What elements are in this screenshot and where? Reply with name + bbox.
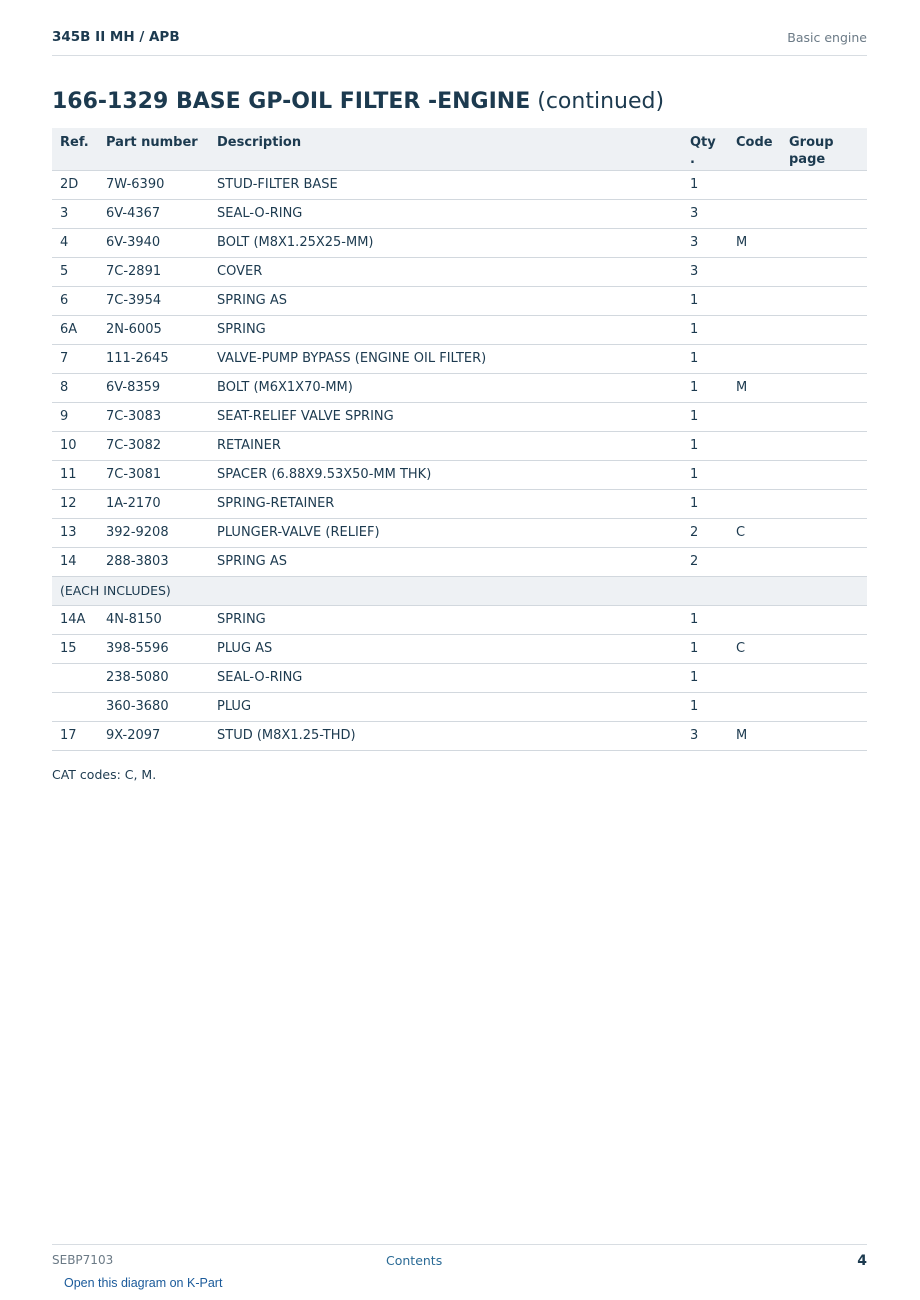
col-header-part-number: Part number <box>98 128 209 170</box>
qty-cell: 3 <box>682 257 728 286</box>
cat-codes-note: CAT codes: C, M. <box>52 767 157 782</box>
title-suffix: (continued) <box>537 89 665 114</box>
ref-cell: 15 <box>52 634 98 663</box>
ref-cell: 14A <box>52 605 98 634</box>
group-page-cell <box>781 489 867 518</box>
part-number-cell: 7C-3081 <box>98 460 209 489</box>
table-note-row <box>52 576 867 605</box>
description-cell: PLUNGER-VALVE (RELIEF) <box>209 518 682 547</box>
code-cell <box>728 431 781 460</box>
table-row <box>52 315 867 344</box>
ref-cell: 2D <box>52 170 98 199</box>
qty-cell: 1 <box>682 344 728 373</box>
code-cell <box>728 402 781 431</box>
group-page-cell <box>781 228 867 257</box>
col-header-code: Code <box>728 128 781 170</box>
group-page-cell <box>781 257 867 286</box>
code-cell <box>728 199 781 228</box>
table-row <box>52 692 867 721</box>
code-cell <box>728 547 781 576</box>
part-number-cell: 392-9208 <box>98 518 209 547</box>
qty-cell: 1 <box>682 489 728 518</box>
group-page-cell <box>781 518 867 547</box>
part-number-cell: 9X-2097 <box>98 721 209 750</box>
table-row <box>52 199 867 228</box>
table-row <box>52 663 867 692</box>
ref-cell: 6A <box>52 315 98 344</box>
group-page-cell <box>781 286 867 315</box>
description-cell: SEAT-RELIEF VALVE SPRING <box>209 402 682 431</box>
qty-cell: 1 <box>682 460 728 489</box>
parts-table <box>52 128 867 751</box>
part-number-cell: 238-5080 <box>98 663 209 692</box>
parts-table-body <box>52 170 867 750</box>
table-row <box>52 228 867 257</box>
table-row <box>52 373 867 402</box>
code-cell <box>728 170 781 199</box>
qty-cell: 2 <box>682 547 728 576</box>
description-cell: PLUG AS <box>209 634 682 663</box>
table-row <box>52 286 867 315</box>
qty-cell: 1 <box>682 431 728 460</box>
code-cell <box>728 315 781 344</box>
ref-cell: 17 <box>52 721 98 750</box>
code-cell: M <box>728 373 781 402</box>
table-row <box>52 431 867 460</box>
kpart-diagram-link[interactable]: Open this diagram on K-Part <box>64 1276 223 1290</box>
qty-cell: 1 <box>682 605 728 634</box>
code-cell: C <box>728 634 781 663</box>
ref-cell: 9 <box>52 402 98 431</box>
qty-cell: 1 <box>682 692 728 721</box>
group-page-cell <box>781 344 867 373</box>
part-number-cell: 398-5596 <box>98 634 209 663</box>
col-header-ref: Ref. <box>52 128 98 170</box>
ref-cell: 14 <box>52 547 98 576</box>
part-number-cell: 2N-6005 <box>98 315 209 344</box>
code-cell <box>728 460 781 489</box>
group-page-cell <box>781 460 867 489</box>
section-name: Basic engine <box>787 30 867 45</box>
part-number-cell: 4N-8150 <box>98 605 209 634</box>
group-page-cell <box>781 721 867 750</box>
part-number-cell: 360-3680 <box>98 692 209 721</box>
description-cell: SPRING <box>209 605 682 634</box>
description-cell: SPRING-RETAINER <box>209 489 682 518</box>
qty-cell: 1 <box>682 315 728 344</box>
table-row <box>52 547 867 576</box>
col-header-description: Description <box>209 128 682 170</box>
qty-cell: 3 <box>682 721 728 750</box>
ref-cell: 3 <box>52 199 98 228</box>
table-row <box>52 170 867 199</box>
table-row <box>52 721 867 750</box>
col-header-group-page: Group page <box>781 128 867 170</box>
group-page-cell <box>781 547 867 576</box>
ref-cell: 5 <box>52 257 98 286</box>
qty-cell: 1 <box>682 373 728 402</box>
assembly-title: 166-1329 BASE GP-OIL FILTER -ENGINE <box>52 89 531 114</box>
machine-model: 345B II MH / APB <box>52 29 180 45</box>
page-number: 4 <box>857 1253 867 1269</box>
qty-cell: 1 <box>682 663 728 692</box>
table-row <box>52 257 867 286</box>
ref-cell: 7 <box>52 344 98 373</box>
group-page-cell <box>781 431 867 460</box>
description-cell: BOLT (M8X1.25X25-MM) <box>209 228 682 257</box>
code-cell <box>728 286 781 315</box>
qty-cell: 1 <box>682 170 728 199</box>
ref-cell: 11 <box>52 460 98 489</box>
code-cell <box>728 692 781 721</box>
qty-cell: 2 <box>682 518 728 547</box>
ref-cell: 8 <box>52 373 98 402</box>
table-row <box>52 605 867 634</box>
qty-cell: 1 <box>682 402 728 431</box>
page-title <box>52 89 664 114</box>
description-cell: BOLT (M6X1X70-MM) <box>209 373 682 402</box>
ref-cell: 10 <box>52 431 98 460</box>
code-cell <box>728 605 781 634</box>
group-page-cell <box>781 605 867 634</box>
ref-cell: 13 <box>52 518 98 547</box>
group-page-cell <box>781 634 867 663</box>
part-number-cell: 288-3803 <box>98 547 209 576</box>
part-number-cell: 7C-3083 <box>98 402 209 431</box>
description-cell: SPACER (6.88X9.53X50-MM THK) <box>209 460 682 489</box>
part-number-cell: 6V-4367 <box>98 199 209 228</box>
table-row <box>52 489 867 518</box>
code-cell: M <box>728 721 781 750</box>
table-row <box>52 634 867 663</box>
qty-cell: 1 <box>682 286 728 315</box>
qty-cell: 1 <box>682 634 728 663</box>
description-cell: SEAL-O-RING <box>209 663 682 692</box>
group-page-cell <box>781 402 867 431</box>
group-page-cell <box>781 199 867 228</box>
code-cell <box>728 663 781 692</box>
description-cell: STUD (M8X1.25-THD) <box>209 721 682 750</box>
part-number-cell: 7C-2891 <box>98 257 209 286</box>
code-cell <box>728 257 781 286</box>
qty-cell: 3 <box>682 228 728 257</box>
page-header <box>52 29 867 56</box>
part-number-cell: 6V-3940 <box>98 228 209 257</box>
page-footer <box>52 1244 867 1275</box>
part-number-cell: 1A-2170 <box>98 489 209 518</box>
group-page-cell <box>781 315 867 344</box>
description-cell: RETAINER <box>209 431 682 460</box>
group-page-cell <box>781 692 867 721</box>
description-cell: SPRING AS <box>209 286 682 315</box>
group-page-cell <box>781 663 867 692</box>
code-cell <box>728 344 781 373</box>
note-cell: (EACH INCLUDES) <box>52 576 867 605</box>
document-id: SEBP7103 <box>52 1253 114 1267</box>
col-header-qty: Qty . <box>682 128 728 170</box>
table-row <box>52 344 867 373</box>
group-page-cell <box>781 170 867 199</box>
part-number-cell: 7C-3954 <box>98 286 209 315</box>
code-cell: M <box>728 228 781 257</box>
ref-cell: 12 <box>52 489 98 518</box>
description-cell: PLUG <box>209 692 682 721</box>
ref-cell <box>52 692 98 721</box>
code-cell <box>728 489 781 518</box>
description-cell: COVER <box>209 257 682 286</box>
table-row <box>52 460 867 489</box>
description-cell: VALVE-PUMP BYPASS (ENGINE OIL FILTER) <box>209 344 682 373</box>
contents-link[interactable]: Contents <box>386 1253 443 1268</box>
table-row <box>52 518 867 547</box>
ref-cell <box>52 663 98 692</box>
ref-cell: 6 <box>52 286 98 315</box>
code-cell: C <box>728 518 781 547</box>
part-number-cell: 7C-3082 <box>98 431 209 460</box>
description-cell: STUD-FILTER BASE <box>209 170 682 199</box>
description-cell: SPRING <box>209 315 682 344</box>
group-page-cell <box>781 373 867 402</box>
part-number-cell: 7W-6390 <box>98 170 209 199</box>
part-number-cell: 6V-8359 <box>98 373 209 402</box>
table-row <box>52 402 867 431</box>
ref-cell: 4 <box>52 228 98 257</box>
part-number-cell: 111-2645 <box>98 344 209 373</box>
table-header-row <box>52 128 867 170</box>
description-cell: SPRING AS <box>209 547 682 576</box>
description-cell: SEAL-O-RING <box>209 199 682 228</box>
qty-cell: 3 <box>682 199 728 228</box>
